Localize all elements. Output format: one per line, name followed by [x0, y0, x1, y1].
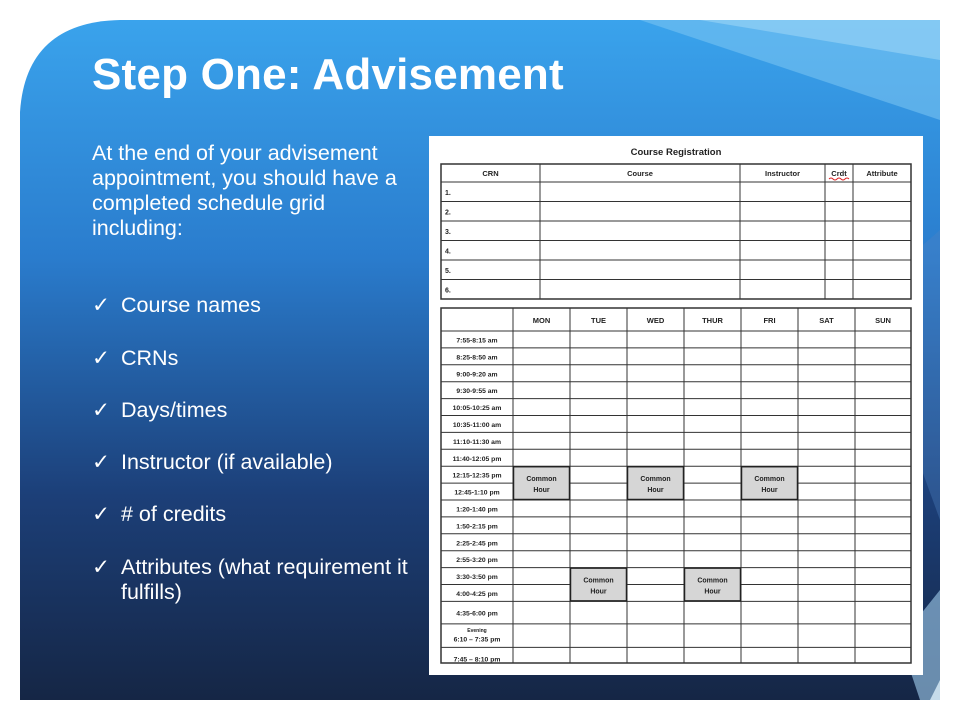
slide-title: Step One: Advisement [92, 50, 564, 99]
registration-row-number: 5. [445, 268, 451, 275]
schedule-day-header: TUE [591, 316, 606, 325]
schedule-day-header: THUR [702, 316, 723, 325]
schedule-day-header: FRI [763, 316, 776, 325]
schedule-time-label: 1:20-1:40 pm [456, 506, 498, 514]
checklist-item-label: Course names [121, 293, 261, 317]
schedule-time-label: 11:40-12:05 pm [452, 455, 502, 463]
common-hour-label: Common [697, 577, 728, 585]
checklist [92, 293, 421, 605]
checklist-item [92, 450, 421, 502]
schedule-day-header: SUN [875, 316, 891, 325]
checklist-item [92, 293, 421, 346]
checkmark-icon: ✓ [92, 450, 111, 474]
schedule-time-label: 1:50-2:15 pm [456, 523, 498, 531]
schedule-time-label: 8:25-8:50 am [456, 354, 498, 362]
common-hour-block [571, 568, 627, 601]
checklist-item [92, 346, 421, 398]
registration-row-number: 4. [445, 248, 451, 256]
schedule-time-label: 2:55-3:20 pm [456, 557, 498, 565]
registration-row-number: 1. [445, 190, 451, 197]
checklist-item-label: Attributes (what requirement it fulfills) [121, 555, 408, 604]
schedule-time-label: 6:10 – 7:35 pm [453, 636, 501, 644]
checkmark-icon: ✓ [92, 398, 111, 422]
schedule-day-header: MON [532, 316, 551, 325]
common-hour-block [685, 568, 741, 601]
registration-column-header: Instructor [764, 169, 801, 178]
registration-row-number: 2. [445, 209, 451, 217]
common-hour-label: Common [526, 476, 557, 484]
registration-column-header: Crdt [831, 169, 847, 178]
checklist-item-label: CRNs [121, 346, 179, 370]
schedule-time-label: 9:00-9:20 am [456, 371, 498, 379]
course-registration-form [429, 136, 923, 675]
schedule-time-label: 12:15-12:35 pm [452, 472, 502, 480]
registration-column-header: Attribute [866, 169, 898, 178]
schedule-time-label: 7:55-8:15 am [456, 337, 498, 345]
course-registration-form-image [429, 136, 923, 675]
schedule-time-label: 10:05-10:25 am [452, 405, 502, 413]
common-hour-label: Hour [761, 487, 778, 495]
common-hour-label: Hour [704, 588, 721, 596]
schedule-time-label: 11:10-11:30 am [453, 438, 501, 446]
schedule-time-label: 9:30-9:55 am [456, 388, 498, 396]
schedule-time-label: 4:35-6:00 pm [456, 610, 498, 618]
checkmark-icon: ✓ [92, 346, 111, 370]
common-hour-label: Common [754, 476, 785, 484]
registration-column-header: Course [627, 169, 653, 178]
checkmark-icon: ✓ [92, 555, 111, 579]
common-hour-label: Hour [647, 487, 664, 495]
registration-column-header: CRN [482, 169, 499, 178]
checkmark-icon: ✓ [92, 293, 111, 317]
intro-text: At the end of your advisement appointment, you should have a completed schedule grid including: [92, 141, 397, 240]
schedule-time-label: 3:30-3:50 pm [456, 574, 498, 582]
common-hour-label: Hour [533, 487, 550, 495]
checkmark-icon: ✓ [92, 502, 111, 526]
checklist-item-label: # of credits [121, 502, 227, 526]
checklist-item [92, 398, 421, 450]
schedule-time-label: 10:35-11:00 am [452, 421, 502, 429]
registration-row-number: 3. [445, 229, 451, 236]
schedule-time-label: 7:45 – 8:10 pm [453, 656, 501, 664]
schedule-day-header: SAT [819, 316, 834, 325]
schedule-time-label: 4:00-4:25 pm [456, 590, 498, 598]
schedule-time-label: 2:25-2:45 pm [456, 540, 498, 548]
evening-label: Evening [467, 627, 487, 634]
checklist-item-label: Days/times [121, 398, 228, 422]
common-hour-label: Hour [590, 588, 607, 596]
registration-row-number: 6. [445, 287, 451, 295]
schedule-day-header: WED [646, 316, 665, 325]
registration-table [441, 164, 911, 299]
checklist-item [92, 555, 421, 605]
schedule-time-label: 12:45-1:10 pm [454, 489, 500, 497]
common-hour-label: Common [640, 476, 671, 484]
common-hour-label: Common [583, 577, 614, 585]
checklist-item [92, 502, 421, 555]
form-title: Course Registration [630, 147, 722, 158]
checklist-item-label: Instructor (if available) [121, 450, 333, 474]
